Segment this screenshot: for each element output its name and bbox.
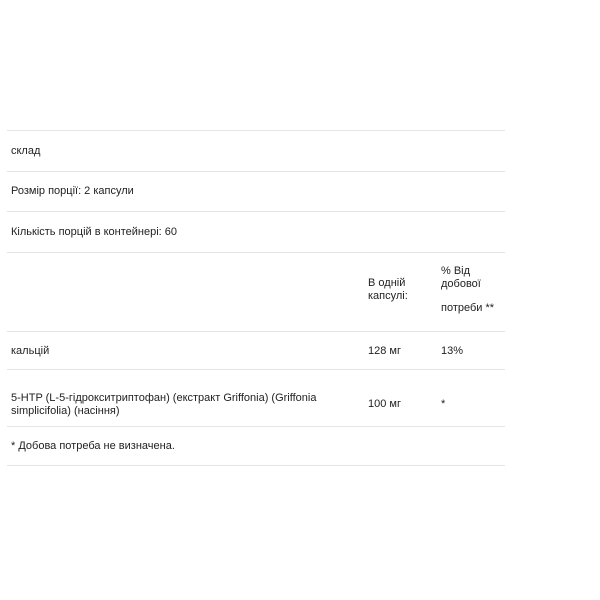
table-row bbox=[7, 332, 505, 370]
servings-per-container: Кількість порцій в контейнері: 60 bbox=[11, 225, 178, 238]
nutrient-name: кальцій bbox=[11, 344, 50, 357]
nutrient-amount: 100 мг bbox=[368, 397, 401, 410]
footnote-row bbox=[7, 427, 505, 467]
serving-size: Розмір порції: 2 капсули bbox=[11, 185, 134, 198]
table-header-row bbox=[7, 253, 505, 332]
nutrient-daily-value: 13% bbox=[441, 344, 464, 357]
serving-size-row bbox=[7, 172, 505, 213]
nutrient-daily-value: * bbox=[441, 397, 446, 410]
section-title: склад bbox=[11, 144, 41, 157]
per-capsule-header: В одній капсулі: bbox=[368, 276, 408, 302]
footnote: * Добова потреба не визначена. bbox=[11, 439, 175, 452]
nutrient-name: 5-HTP (L-5-гідрокситриптофан) (екстракт Griffonia) (Griffonia simplicifolia) (насіння) bbox=[11, 391, 317, 417]
servings-per-container-row bbox=[7, 212, 505, 253]
daily-value-header-line2: потреби ** bbox=[441, 301, 495, 314]
section-title-row bbox=[7, 131, 505, 172]
daily-value-header bbox=[441, 265, 503, 316]
table-row bbox=[7, 370, 505, 427]
daily-value-header-line1: % Від добової bbox=[441, 264, 481, 290]
nutrient-amount: 128 мг bbox=[368, 344, 401, 357]
supplement-facts-table bbox=[7, 130, 505, 466]
